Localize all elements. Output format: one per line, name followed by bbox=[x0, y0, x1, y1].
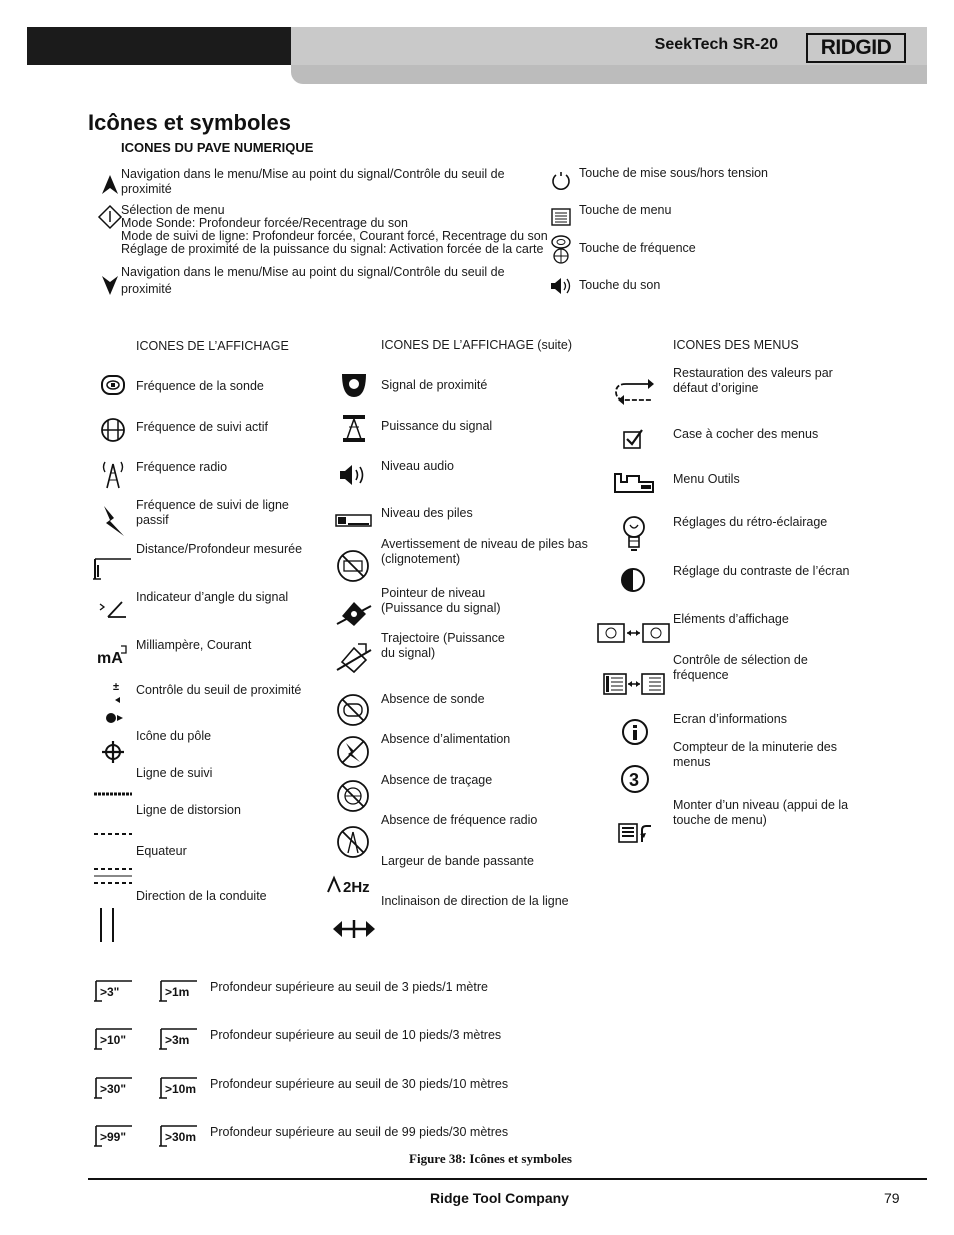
display2-heading: ICONES DE L’AFFICHAGE (suite) bbox=[381, 338, 573, 352]
svg-text:±: ± bbox=[113, 681, 120, 693]
display-item: Fréquence de suivi de ligne passif bbox=[136, 498, 289, 527]
display2-item: Trajectoire (Puissance du signal) bbox=[381, 631, 505, 660]
depth-threshold-label: >30" bbox=[100, 1082, 127, 1096]
text-line: Sélection de menu bbox=[121, 203, 225, 217]
level-pointer-icon bbox=[336, 596, 372, 630]
restore-defaults-icon bbox=[612, 376, 658, 406]
menu-item: Case à cocher des menus bbox=[673, 427, 819, 441]
no-trace-icon bbox=[336, 779, 370, 813]
signal-strength-icon bbox=[341, 413, 367, 443]
depth-threshold-meters-icon bbox=[159, 977, 201, 1003]
menu-item: Réglages du rétro-éclairage bbox=[673, 515, 828, 529]
display-item: Equateur bbox=[136, 844, 187, 858]
milliamp-icon bbox=[97, 643, 129, 667]
pole-icon bbox=[101, 740, 125, 764]
text-line: Navigation dans le menu/Mise au point du signal/Contrôle du seuil de bbox=[121, 167, 505, 181]
text-line: proximité bbox=[121, 282, 172, 296]
text-line: Réglage de proximité de la puissance du signal: Activation forcée de la carte bbox=[121, 242, 544, 256]
trajectory-icon bbox=[336, 640, 372, 676]
keypad-select-text bbox=[121, 204, 551, 256]
depth-threshold-label: >3" bbox=[100, 985, 120, 999]
keypad-up-text bbox=[121, 167, 541, 197]
trace-line-icon bbox=[92, 789, 134, 799]
depth-threshold-meters-icon bbox=[159, 1025, 201, 1051]
frequency-selection-icon bbox=[603, 672, 665, 696]
menu-item: Réglage du contraste de l’écran bbox=[673, 564, 850, 578]
proximity-signal-icon bbox=[339, 371, 369, 399]
power-icon bbox=[550, 170, 572, 192]
menu-item: Ecran d’informations bbox=[673, 712, 787, 726]
tools-menu-icon bbox=[613, 470, 655, 496]
menus-heading: ICONES DES MENUS bbox=[673, 338, 799, 352]
menu-timer-icon bbox=[620, 764, 650, 794]
menu-item: Monter d’un niveau (appui de la touche de menu) bbox=[673, 798, 849, 827]
depth-threshold-label: >10" bbox=[100, 1033, 127, 1047]
timer-digit: 3 bbox=[629, 770, 640, 790]
depth-threshold-label: >10m bbox=[165, 1082, 197, 1096]
menu-item: Menu Outils bbox=[673, 472, 740, 486]
display2-item: Puissance du signal bbox=[381, 419, 493, 433]
depth-threshold-feet-icon bbox=[94, 1025, 136, 1051]
line-tilt-direction-icon bbox=[331, 918, 377, 940]
proximity-threshold-icon bbox=[101, 678, 125, 726]
depth-measured-icon bbox=[93, 555, 133, 581]
up-one-level-icon bbox=[618, 822, 652, 844]
radio-frequency-icon bbox=[99, 458, 127, 490]
display-item: Fréquence de la sonde bbox=[136, 379, 264, 393]
sound-key-label: Touche du son bbox=[579, 278, 661, 292]
no-sonde-icon bbox=[336, 693, 370, 727]
text-line: proximité bbox=[121, 182, 172, 196]
signal-angle-icon bbox=[98, 598, 128, 620]
text-line: Navigation dans le menu/Mise au point du signal/Contrôle du seuil de bbox=[121, 265, 505, 279]
display2-item: Niveau des piles bbox=[381, 506, 473, 520]
keypad-down-text bbox=[121, 264, 541, 298]
contrast-icon bbox=[620, 567, 646, 593]
sonde-frequency-icon bbox=[99, 373, 127, 397]
audio-level-icon bbox=[338, 462, 368, 488]
ridgid-logo: RIDGID bbox=[806, 33, 906, 63]
depth-threshold-text: Profondeur supérieure au seuil de 10 pieds/3 mètres bbox=[210, 1028, 502, 1042]
frequency-icon bbox=[550, 234, 572, 264]
footer-company: Ridge Tool Company bbox=[430, 1190, 569, 1206]
power-key-label: Touche de mise sous/hors tension bbox=[579, 166, 768, 180]
depth-threshold-meters-icon bbox=[159, 1074, 201, 1100]
display2-item: Absence de fréquence radio bbox=[381, 813, 538, 827]
header-black-band bbox=[27, 27, 291, 65]
keypad-heading: ICONES DU PAVE NUMERIQUE bbox=[121, 140, 314, 155]
product-name: SeekTech SR-20 bbox=[654, 36, 778, 53]
passive-trace-frequency-icon bbox=[100, 504, 126, 538]
display2-item: Absence de traçage bbox=[381, 773, 493, 787]
milliamp-label: mA bbox=[97, 650, 123, 667]
depth-threshold-label: >1m bbox=[165, 985, 190, 999]
display-item: Contrôle du seuil de proximité bbox=[136, 683, 302, 697]
display-item: Icône du pôle bbox=[136, 729, 212, 743]
display-item: Ligne de suivi bbox=[136, 766, 213, 780]
menu-item: Contrôle de sélection de fréquence bbox=[673, 653, 808, 682]
menu-item: Restauration des valeurs par défaut d’origine bbox=[673, 366, 833, 395]
display2-item: Absence de sonde bbox=[381, 692, 485, 706]
menu-icon bbox=[551, 208, 571, 226]
bandwidth-icon bbox=[326, 874, 384, 896]
up-arrow-icon bbox=[100, 174, 120, 196]
display-heading: ICONES DE L’AFFICHAGE bbox=[136, 339, 289, 353]
display2-item: Largeur de bande passante bbox=[381, 854, 534, 868]
depth-threshold-feet-icon bbox=[94, 1122, 136, 1148]
distortion-line-icon bbox=[92, 830, 134, 838]
depth-threshold-meters-icon bbox=[159, 1122, 201, 1148]
menu-item: Compteur de la minuterie des menus bbox=[673, 740, 837, 769]
display-item: Indicateur d’angle du signal bbox=[136, 590, 289, 604]
display2-item: Signal de proximité bbox=[381, 378, 488, 392]
menu-checkbox-icon bbox=[622, 428, 644, 450]
display2-item: Inclinaison de direction de la ligne bbox=[381, 894, 569, 908]
display-item: Ligne de distorsion bbox=[136, 803, 241, 817]
figure-caption: Figure 38: Icônes et symboles bbox=[409, 1151, 572, 1166]
display2-item: Avertissement de niveau de piles bas (clignotement) bbox=[381, 537, 588, 566]
display-elements-icon bbox=[597, 622, 671, 644]
active-trace-frequency-icon bbox=[99, 417, 127, 443]
header-grey-tab bbox=[291, 65, 927, 84]
text-line: Mode de suivi de ligne: Profondeur forcée, Courant forcé, Recentrage du son bbox=[121, 229, 548, 243]
menu-item: Eléments d’affichage bbox=[673, 612, 789, 626]
text-line: Mode Sonde: Profondeur forcée/Recentrage du son bbox=[121, 216, 408, 230]
display-item: Fréquence de suivi actif bbox=[136, 420, 269, 434]
display-item: Milliampère, Courant bbox=[136, 638, 252, 652]
down-arrow-icon bbox=[100, 274, 120, 296]
battery-level-icon bbox=[335, 512, 373, 528]
depth-threshold-label: >3m bbox=[165, 1033, 190, 1047]
display-item: Direction de la conduite bbox=[136, 889, 267, 903]
low-battery-warning-icon bbox=[336, 549, 370, 583]
information-icon bbox=[621, 718, 649, 746]
equator-icon bbox=[92, 866, 134, 886]
speaker-icon bbox=[549, 276, 573, 296]
display2-item: Niveau audio bbox=[381, 459, 454, 473]
display2-item: Pointeur de niveau (Puissance du signal) bbox=[381, 586, 501, 615]
pipe-direction-icon bbox=[97, 906, 119, 944]
depth-threshold-label: >30m bbox=[165, 1130, 197, 1144]
depth-threshold-feet-icon bbox=[94, 977, 136, 1003]
no-radio-frequency-icon bbox=[336, 824, 370, 860]
select-diamond-icon bbox=[97, 204, 123, 230]
frequency-key-label: Touche de fréquence bbox=[579, 241, 696, 255]
depth-threshold-text: Profondeur supérieure au seuil de 99 pieds/30 mètres bbox=[210, 1125, 509, 1139]
page-title: Icônes et symboles bbox=[88, 110, 291, 135]
display-item: Distance/Profondeur mesurée bbox=[136, 542, 303, 556]
bandwidth-label: 2Hz bbox=[343, 879, 370, 896]
depth-threshold-label: >99" bbox=[100, 1130, 127, 1144]
no-power-icon bbox=[336, 735, 370, 769]
backlight-icon bbox=[622, 515, 646, 553]
depth-threshold-text: Profondeur supérieure au seuil de 3 pieds/1 mètre bbox=[210, 980, 488, 994]
depth-threshold-text: Profondeur supérieure au seuil de 30 pieds/10 mètres bbox=[210, 1077, 509, 1091]
display2-item: Absence d’alimentation bbox=[381, 732, 511, 746]
page-number: 79 bbox=[884, 1190, 900, 1206]
menu-key-label: Touche de menu bbox=[579, 203, 672, 217]
footer-rule bbox=[88, 1178, 927, 1180]
display-item: Fréquence radio bbox=[136, 460, 228, 474]
depth-threshold-feet-icon bbox=[94, 1074, 136, 1100]
